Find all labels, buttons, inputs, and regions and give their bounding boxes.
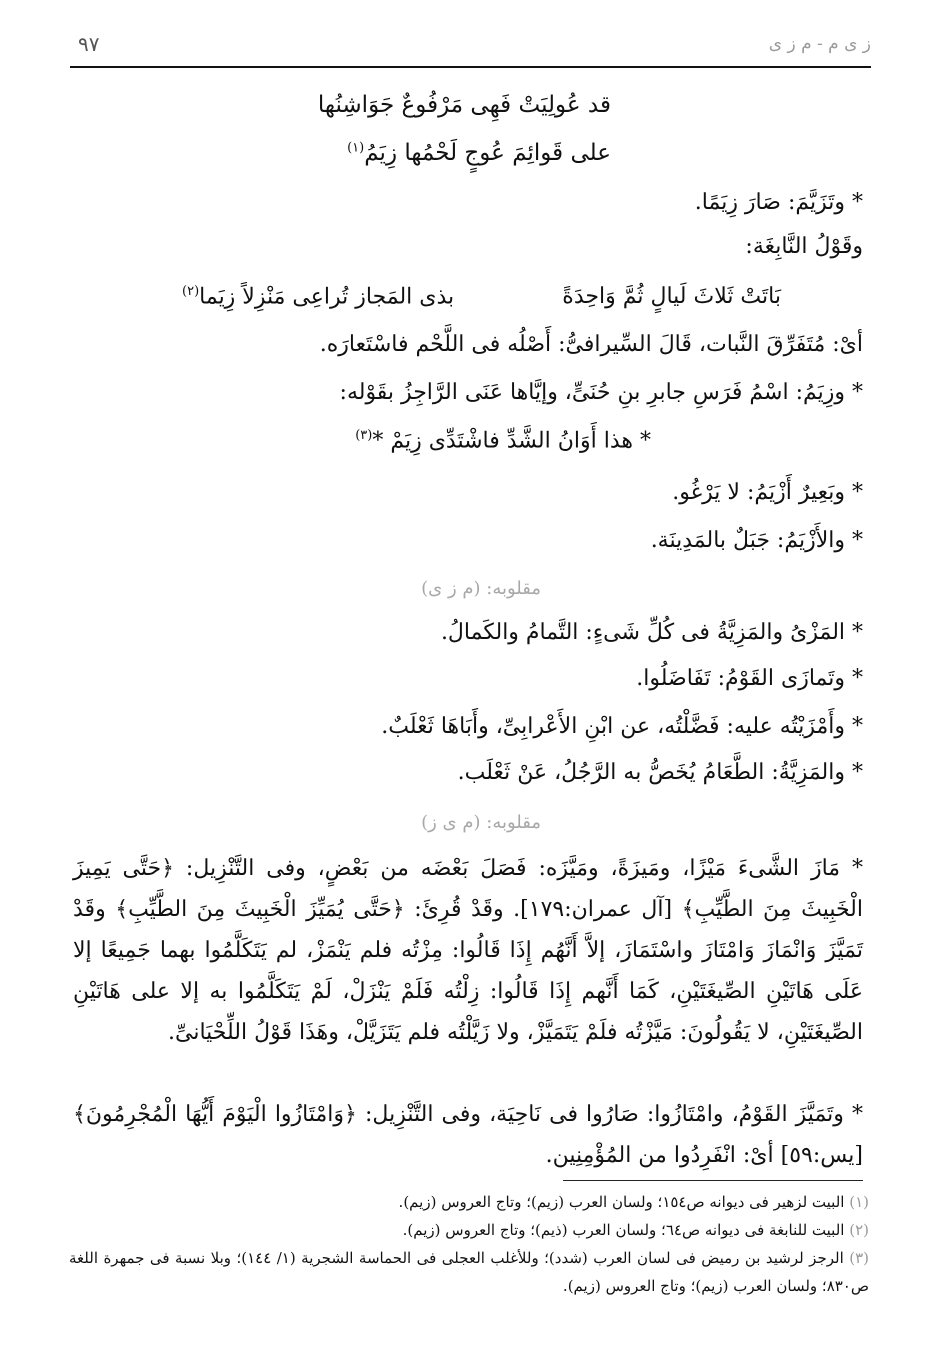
- entry-almazy: * المَزْىُ والمَزِيَّةُ فى كُلِّ شَىءٍ: التَّمامُ والكَمالُ.: [440, 620, 863, 645]
- footnote-ref: (٢): [182, 284, 200, 299]
- explanation-line: أىْ: مُتَفَرِّقَ النَّبات، قَالَ السِّيرافىُّ: أَصْلُه فى اللَّحْم فاسْتَعارَه.: [319, 332, 863, 357]
- footnote-rule: [563, 1180, 863, 1181]
- page-number: ٩٧: [78, 32, 100, 56]
- section-heading-mzy: مقلوبه: (م ز ى): [421, 578, 541, 599]
- section-heading-myz: مقلوبه: (م ى ز): [421, 812, 541, 833]
- verse2-right-hemistich: بَاتَتْ ثَلاثَ لَيالٍ ثُمَّ وَاحِدَةً: [562, 284, 781, 309]
- page-header: [70, 28, 871, 64]
- footnote-3: (٣) الرجز لرشيد بن رميض فى لسان العرب (شدد)؛ وللأغلب العجلى فى الحماسة الشجرية (١/ ١٤٤)؛ وبلا نسبة فى جمهرة اللغة ص٨٣٠؛ ولسان العرب (زيم)؛ وتاج العروس (زيم).: [69, 1249, 869, 1295]
- nabigha-intro: وقَوْلُ النَّابِغَة:: [745, 234, 863, 259]
- entry-tazayyama: * وتَزَيَّمَ: صَارَ زِيَمًا.: [694, 190, 863, 215]
- header-rule: [70, 66, 871, 68]
- entry-baeer-azyam: * وبَعِيرٌ أَزْيَمُ: لا يَرْغُو.: [672, 480, 863, 505]
- entry-ziyam-horse: * وزِيَمُ: اسْمُ فَرَسِ جابرِ بنِ حُنَىٍّ، وإيَّاها عَنَى الرَّاجِزُ بقَوْله:: [339, 380, 863, 405]
- entry-almaziyya: * والمَزِيَّةُ: الطَّعَامُ يُخَصُّ به الرَّجُلُ، عَنْ ثَعْلَب.: [457, 760, 863, 785]
- verse2-left-hemistich: بذى المَجاز تُراعِى مَنْزِلاً زِيَما$^{(٢)}$: [182, 284, 455, 310]
- entry-amzaytuhu: * وأَمْزَيْتُه عليه: فَضَّلْتُه، عن ابْنِ الأَعْرابِىِّ، وأَبَاهَا ثَعْلَبٌ.: [381, 714, 863, 739]
- entry-tamaza: * وتَمازَى القَوْمُ: تَفَاضَلُوا.: [636, 666, 863, 691]
- rajaz-verse: * هذا أَوَانُ الشَّدِّ فاشْتَدِّى زِيَمْ *$^{(٣)}$: [355, 428, 651, 454]
- verse1-line1: قد عُولِيَتْ فَهِى مَرْفُوعٌ جَوَاشِنُها: [317, 92, 611, 118]
- paragraph-maza: * مَازَ الشَّىءَ مَيْزًا، ومَيزَةً، ومَيَّزَه: فَصَلَ بَعْضَه من بَعْضٍ، وفى التَّنْزِيل: ﴿حَتَّى يَمِيزَ الْخَبِيثَ مِنَ الطَّيِّبِ﴾ [آل عمران:١٧٩]. وقَدْ قُرِئَ: ﴿حَتَّى يُمَيِّزَ الْخَبِيثَ مِنَ الطَّيِّبِ﴾ وقَدْ تَمَيَّزَ وَانْمَازَ وَامْتَازَ واسْتَمَازَ، إلاَّ أَنَّهُم إِذَا قَالُوا: مِزْتُه فلم يَنْمَزْ، لم يَتَكَلَّمُوا بهما جَمِيعًا إلا عَلَى هَاتَيْنِ الصِّيغَتَيْنِ، كَمَا أَنَّهم إِذَا قَالُوا: زِلْتُه فَلَمْ يَنْزَلْ، لَمْ يَتَكَلَّمُوا به إلا على هَاتَيْنِ الصِّيغَتَيْنِ، لا يَقُولُونَ: مَيَّزْتُه فلَمْ يَتَمَيَّزْ، ولا زَيَّلْتُه فلم يَتَزَيَّلْ، وهَذَا قَوْلُ اللِّحْيَانىِّ.: [73, 856, 863, 1045]
- footnote-2: (٢) البيت للنابغة فى ديوانه ص٦٤؛ ولسان العرب (ذيم)؛ وتاج العروس (زيم).: [402, 1221, 869, 1239]
- footnote-ref: (١): [347, 140, 365, 156]
- entry-al-azyam: * والأَزْيَمُ: جَبَلٌ بالمَدِينَة.: [650, 528, 863, 553]
- verse1-line2: على قَوائِمَ عُوجٍ لَحْمُها زِيَمُ$^{(١)}$: [347, 140, 611, 166]
- paragraph-tamayyaza: * وتَمَيَّزَ القَوْمُ، وامْتَازُوا: صَارُوا فى نَاحِيَة، وفى التَّنْزِيل: ﴿وَامْتَازُوا الْيَوْمَ أَيُّهَا الْمُجْرِمُونَ﴾ [يس:٥٩] أىْ: انْفَرِدُوا من المُؤْمِنِين.: [73, 1102, 863, 1168]
- footnote-ref: (٣): [355, 428, 373, 443]
- running-title: ز ى م - م ز ى: [768, 34, 871, 54]
- footnote-1: (١) البيت لزهير فى ديوانه ص١٥٤؛ ولسان العرب (زيم)؛ وتاج العروس (زيم).: [398, 1193, 869, 1211]
